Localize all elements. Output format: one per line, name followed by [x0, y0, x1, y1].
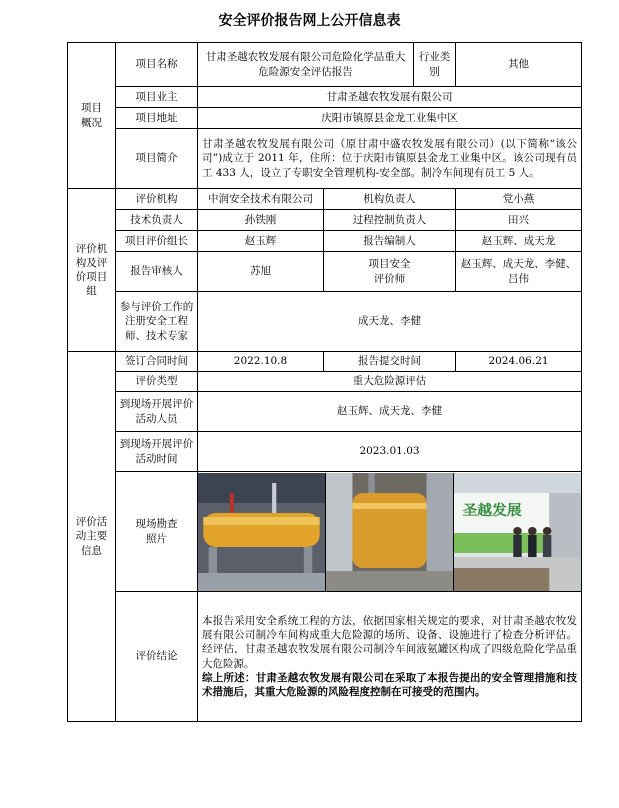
agency-value: 中润安全技术有限公司: [198, 189, 324, 210]
address-value: 庆阳市镇原县金龙工业集中区: [198, 108, 582, 129]
site-time-label: 到现场开展评价活动时间: [116, 432, 198, 472]
site-staff-value: 赵玉辉、成天龙、李健: [198, 392, 582, 432]
photos-label: 现场勘查 照片: [116, 472, 198, 592]
report-author-label: 报告编制人: [324, 231, 456, 252]
agency-head-value: 党小燕: [456, 189, 582, 210]
site-photo-team: [454, 473, 581, 591]
page-title: 安全评价报告网上公开信息表: [218, 13, 401, 29]
owner-label: 项目业主: [116, 87, 198, 108]
agency-label: 评价机构: [116, 189, 198, 210]
contract-date-label: 签订合同时间: [116, 352, 198, 372]
photo3-sign: 圣越发展: [462, 502, 522, 519]
conclusion-cell: [198, 592, 582, 722]
org-section-label: 评价机 构及评 价项目 组: [68, 189, 116, 352]
report-author-value: 赵玉辉、成天龙: [456, 231, 582, 252]
site-photo-vessel: [326, 473, 454, 591]
conclusion-text: 本报告采用安全系统工程的方法，依据国家相关规定的要求，对甘肃圣越农牧发展有限公司制冷车间构成重大危险源的场所、设备、设施进行了检查分析评估。经评估，甘肃圣越农牧发展有限公司制冷车间液氨罐区构成了四级危险化学品重大危险源。: [202, 614, 577, 670]
overview-section-label: 项目 概况: [68, 43, 116, 189]
process-head-value: 田兴: [456, 210, 582, 231]
agency-head-label: 机构负责人: [324, 189, 456, 210]
site-staff-label: 到现场开展评价活动人员: [116, 392, 198, 432]
team-lead-label: 项目评价组长: [116, 231, 198, 252]
tech-head-label: 技术负责人: [116, 210, 198, 231]
photos-cell: [198, 472, 582, 592]
info-table: [67, 42, 582, 722]
experts-label: 参与评价工作的注册安全工程师、技术专家: [116, 292, 198, 352]
process-head-label: 过程控制负责人: [324, 210, 456, 231]
contract-date-value: 2022.10.8: [198, 352, 324, 372]
reviewer-value: 苏旭: [198, 252, 324, 292]
project-name-value: 甘肃圣越农牧发展有限公司危险化学品重大危险源安全评估报告: [198, 43, 414, 87]
site-time-value: 2023.01.03: [198, 432, 582, 472]
reviewer-label: 报告审核人: [116, 252, 198, 292]
experts-value: 成天龙、李健: [198, 292, 582, 352]
intro-label: 项目简介: [116, 129, 198, 189]
site-photo-tank: [198, 473, 326, 591]
eval-type-label: 评价类型: [116, 372, 198, 392]
conclusion-label: 评价结论: [116, 592, 198, 722]
industry-label: 行业类别: [414, 43, 456, 87]
intro-value: 甘肃圣越农牧发展有限公司（原甘肃中盛农牧发展有限公司）(以下简称“该公司”)成立于 2011 年，住所：位于庆阳市镇原县金龙工业集中区。该公司现有员工 433 人，设立了专职安全管理机构-安全部。制冷车间现有员工 5 人。: [198, 129, 582, 189]
conclusion-summary: 综上所述：甘肃圣越农牧发展有限公司在采取了本报告提出的安全管理措施和技术措施后，其重大危险源的风险程度控制在可接受的范围内。: [202, 671, 577, 698]
assessors-label: 项目安全 评价师: [324, 252, 456, 292]
address-label: 项目地址: [116, 108, 198, 129]
activity-section-label: 评价活 动主要 信息: [68, 352, 116, 722]
submit-date-label: 报告提交时间: [324, 352, 456, 372]
tech-head-value: 孙铁刚: [198, 210, 324, 231]
industry-value: 其他: [456, 43, 582, 87]
owner-value: 甘肃圣越农牧发展有限公司: [198, 87, 582, 108]
eval-type-value: 重大危险源评估: [198, 372, 582, 392]
team-lead-value: 赵玉辉: [198, 231, 324, 252]
project-name-label: 项目名称: [116, 43, 198, 87]
submit-date-value: 2024.06.21: [456, 352, 582, 372]
assessors-value: 赵玉辉、成天龙、李健、 吕伟: [456, 252, 582, 292]
